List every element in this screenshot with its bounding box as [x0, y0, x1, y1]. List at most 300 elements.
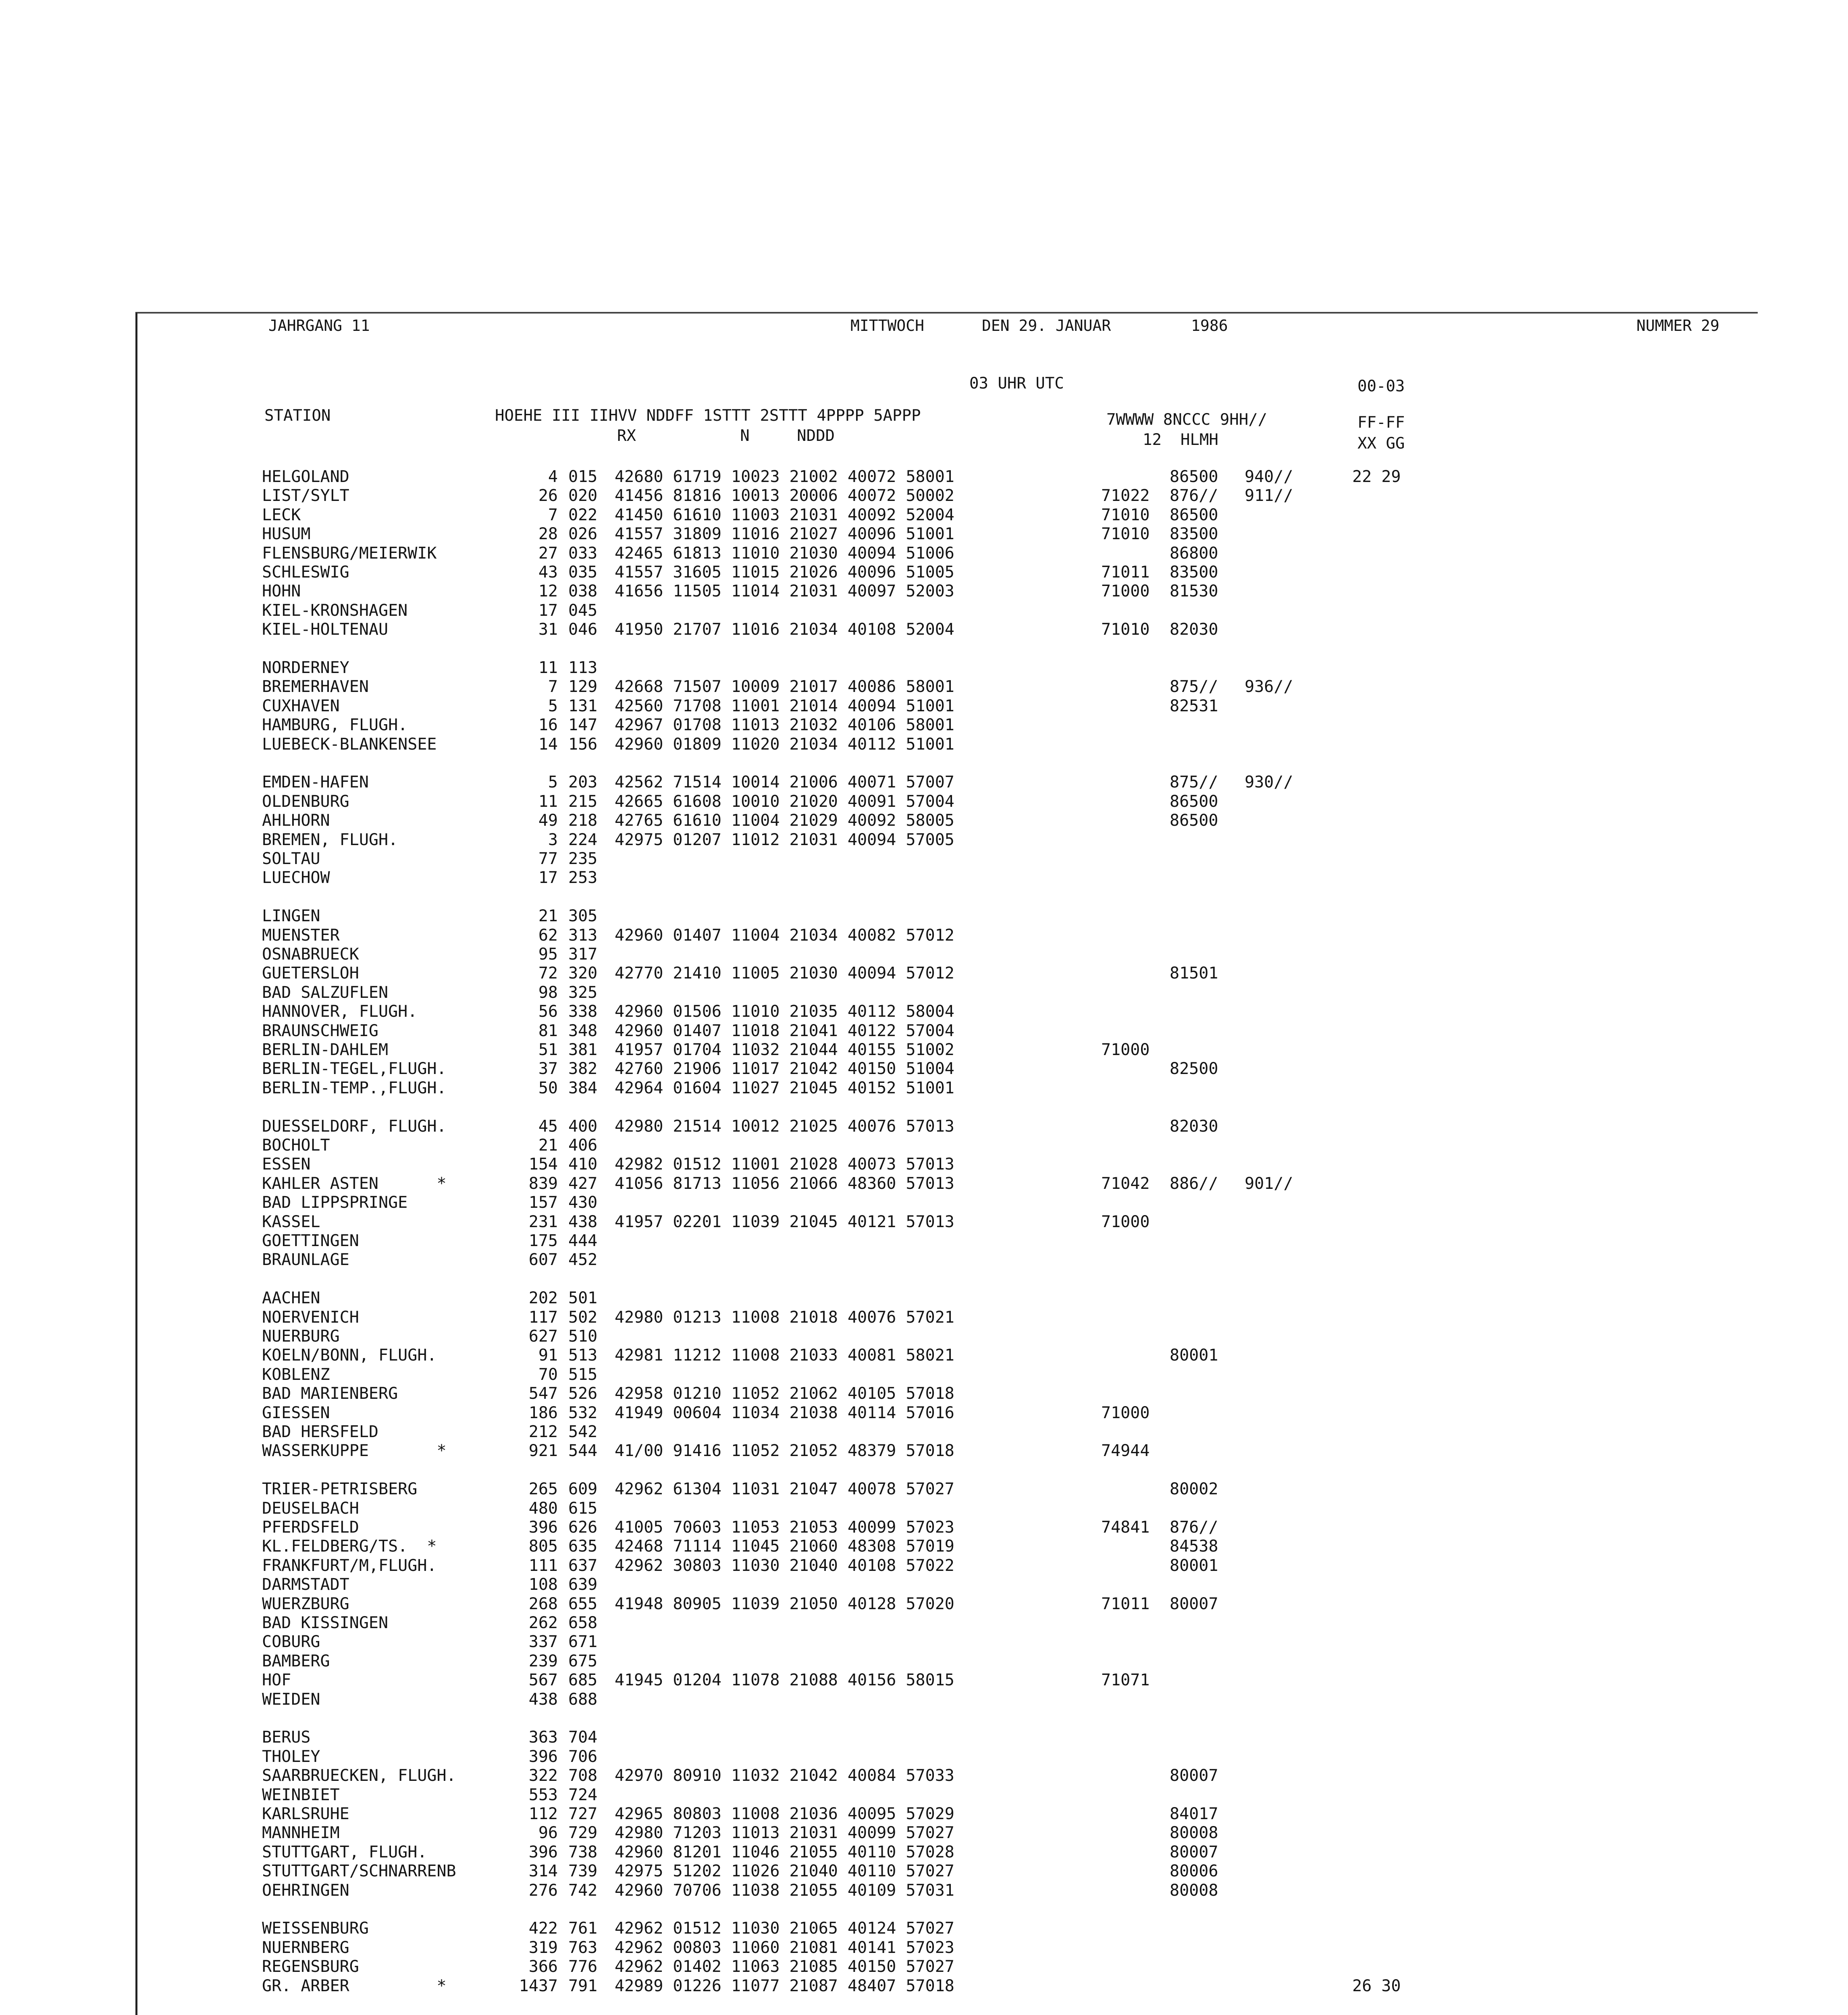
synop-groups: 42980 01213 11008 21018 40076 57021	[615, 1308, 954, 1327]
weather-group-7: 71042	[1101, 1174, 1150, 1193]
station-height: 396	[528, 1747, 558, 1766]
weather-group-7: 74841	[1101, 1518, 1150, 1537]
station-height: 7	[548, 505, 558, 524]
station-index: 637	[568, 1556, 598, 1575]
station-index: 706	[568, 1747, 598, 1766]
cloud-group-8: 80008	[1170, 1824, 1218, 1843]
station-index: 033	[568, 544, 598, 563]
station-height: 96	[538, 1824, 558, 1843]
station-name: AHLHORN	[262, 811, 330, 830]
station-height: 186	[528, 1403, 558, 1422]
station-name: OEHRINGEN	[262, 1881, 349, 1900]
synop-groups: 42960 01506 11010 21035 40112 58004	[615, 1002, 954, 1021]
station-index: 022	[568, 505, 598, 524]
station-index: 400	[568, 1117, 598, 1136]
cloud-group-8: 82030	[1170, 620, 1218, 639]
station-height: 62	[538, 926, 558, 945]
station-height: 265	[528, 1480, 558, 1499]
weather-group-7: 71000	[1101, 1403, 1150, 1422]
station-index: 544	[568, 1442, 598, 1460]
synop-groups: 42465 61813 11010 21030 40094 51006	[615, 544, 954, 563]
synop-groups: 42962 00803 11060 21081 40141 57023	[615, 1938, 954, 1957]
station-index: 671	[568, 1633, 598, 1651]
station-name: FRANKFURT/M,FLUGH.	[262, 1556, 437, 1575]
station-name: MANNHEIM	[262, 1824, 340, 1843]
station-height: 17	[538, 601, 558, 620]
station-index: 444	[568, 1232, 598, 1250]
station-name: STUTTGART/SCHNARRENB	[262, 1862, 456, 1881]
synop-groups: 42468 71114 11045 21060 48308 57019	[615, 1537, 954, 1556]
synop-groups: 41656 11505 11014 21031 40097 52003	[615, 582, 954, 601]
station-index: 035	[568, 563, 598, 582]
weather-group-7: 71022	[1101, 486, 1150, 505]
synop-groups: 42975 01207 11012 21031 40094 57005	[615, 830, 954, 849]
time-range-label: 00-03	[1357, 377, 1405, 395]
station-index: 203	[568, 773, 598, 792]
cloud-group-8: 82500	[1170, 1059, 1218, 1078]
station-height: 21	[538, 907, 558, 926]
station-name: KASSEL	[262, 1212, 320, 1231]
synop-groups: 42975 51202 11026 21040 40110 57027	[615, 1862, 954, 1881]
station-height: 51	[538, 1041, 558, 1059]
station-name: HOHN	[262, 582, 301, 601]
station-height: 37	[538, 1059, 558, 1078]
station-name: TRIER-PETRISBERG	[262, 1480, 418, 1499]
station-name: NOERVENICH	[262, 1308, 359, 1327]
cloud-group-8: 80006	[1170, 1862, 1218, 1881]
station-name: LINGEN	[262, 907, 320, 926]
station-index: 542	[568, 1423, 598, 1441]
station-name: HOF	[262, 1671, 291, 1690]
station-name: HAMBURG, FLUGH.	[262, 716, 408, 735]
station-height: 839	[528, 1174, 558, 1193]
station-name: BERLIN-TEMP.,FLUGH.	[262, 1078, 447, 1097]
station-name: NORDERNEY	[262, 659, 349, 677]
synop-groups: 42970 80910 11032 21042 40084 57033	[615, 1766, 954, 1785]
synop-groups: 41557 31809 11016 21027 40096 51001	[615, 525, 954, 544]
synop-groups: 42962 01402 11063 21085 40150 57027	[615, 1957, 954, 1976]
station-index: 501	[568, 1289, 598, 1308]
station-height: 112	[528, 1805, 558, 1823]
station-name: KL.FELDBERG/TS. *	[262, 1537, 437, 1556]
station-index: 675	[568, 1651, 598, 1670]
synop-groups: 42760 21906 11017 21042 40150 51004	[615, 1059, 954, 1078]
station-index: 655	[568, 1594, 598, 1613]
station-index: 708	[568, 1766, 598, 1785]
station-height: 239	[528, 1651, 558, 1670]
station-name: PFERDSFELD	[262, 1518, 359, 1537]
station-index: 305	[568, 907, 598, 926]
cloud-group-8: 886//	[1170, 1174, 1218, 1193]
station-index: 791	[568, 1976, 598, 1995]
station-height: 81	[538, 1021, 558, 1040]
station-height: 268	[528, 1594, 558, 1613]
weather-group-7: 71011	[1101, 1594, 1150, 1613]
station-index: 430	[568, 1193, 598, 1212]
synop-groups: 42765 61610 11004 21029 40092 58005	[615, 811, 954, 830]
synop-groups: 41456 81816 10013 20006 40072 50002	[615, 486, 954, 505]
wind-column-subheader: XX GG	[1357, 434, 1405, 453]
station-name: GIESSEN	[262, 1403, 330, 1422]
station-index: 156	[568, 735, 598, 754]
station-name: DARMSTADT	[262, 1575, 349, 1594]
cloud-group-8: 81530	[1170, 582, 1218, 601]
station-name: KIEL-HOLTENAU	[262, 620, 389, 639]
station-height: 438	[528, 1690, 558, 1709]
station-name: BAMBERG	[262, 1651, 330, 1670]
station-height: 1437	[519, 1976, 558, 1995]
cloud-group-8: 875//	[1170, 773, 1218, 792]
station-name: BREMERHAVEN	[262, 677, 369, 696]
wind-column-header: FF-FF	[1357, 413, 1405, 432]
station-name: AACHEN	[262, 1289, 320, 1308]
synop-groups: 41949 00604 11034 21038 40114 57016	[615, 1403, 954, 1422]
code-columns-header: HOEHE III IIHVV NDDFF 1STTT 2STTT 4PPPP 5APPP	[495, 407, 921, 425]
synop-groups: 42770 21410 11005 21030 40094 57012	[615, 964, 954, 983]
cloud-group-8: 80007	[1170, 1766, 1218, 1785]
synop-groups: 42665 61608 10010 21020 40091 57004	[615, 792, 954, 811]
station-index: 317	[568, 945, 598, 964]
station-name: BAD LIPPSPRINGE	[262, 1193, 408, 1212]
synop-groups: 42980 21514 10012 21025 40076 57013	[615, 1117, 954, 1136]
group-9: 901//	[1245, 1174, 1293, 1193]
station-index: 658	[568, 1614, 598, 1632]
station-height: 12	[538, 582, 558, 601]
station-height: 480	[528, 1499, 558, 1518]
group-9: 940//	[1245, 467, 1293, 486]
station-name: DUESSELDORF, FLUGH.	[262, 1117, 447, 1136]
station-name: HUSUM	[262, 525, 311, 544]
station-height: 4	[548, 467, 558, 486]
weather-group-7: 71011	[1101, 563, 1150, 582]
station-index: 452	[568, 1251, 598, 1269]
station-index: 026	[568, 525, 598, 544]
station-name: OLDENBURG	[262, 792, 349, 811]
synop-groups: 42668 71507 10009 21017 40086 58001	[615, 677, 954, 696]
station-height: 14	[538, 735, 558, 754]
station-height: 547	[528, 1384, 558, 1403]
station-height: 3	[548, 830, 558, 849]
station-height: 77	[538, 850, 558, 868]
station-name: WEINBIET	[262, 1785, 340, 1804]
station-index: 639	[568, 1575, 598, 1594]
year-label: 1986	[1191, 317, 1228, 334]
station-index: 046	[568, 620, 598, 639]
station-height: 7	[548, 677, 558, 696]
station-name: FLENSBURG/MEIERWIK	[262, 544, 437, 563]
station-index: 776	[568, 1957, 598, 1976]
station-name: THOLEY	[262, 1747, 320, 1766]
station-height: 553	[528, 1785, 558, 1804]
station-index: 129	[568, 677, 598, 696]
station-name: NUERNBERG	[262, 1938, 349, 1957]
station-height: 28	[538, 525, 558, 544]
station-index: 704	[568, 1728, 598, 1747]
synop-groups: 42960 01407 11018 21041 40122 57004	[615, 1021, 954, 1040]
weather-group-7: 71010	[1101, 525, 1150, 544]
station-index: 348	[568, 1021, 598, 1040]
station-height: 319	[528, 1938, 558, 1957]
station-index: 513	[568, 1346, 598, 1365]
weather-group-7: 71000	[1101, 582, 1150, 601]
station-name: BAD KISSINGEN	[262, 1614, 389, 1632]
synop-groups: 42960 70706 11038 21055 40109 57031	[615, 1881, 954, 1900]
station-height: 31	[538, 620, 558, 639]
weather-group-7: 71000	[1101, 1212, 1150, 1231]
synop-groups: 41/00 91416 11052 21052 48379 57018	[615, 1442, 954, 1460]
station-index: 438	[568, 1212, 598, 1231]
station-name: COBURG	[262, 1633, 320, 1651]
synop-groups: 42981 11212 11008 21033 40081 58021	[615, 1346, 954, 1365]
station-name: WUERZBURG	[262, 1594, 349, 1613]
station-height: 567	[528, 1671, 558, 1690]
station-index: 038	[568, 582, 598, 601]
cloud-group-8: 875//	[1170, 677, 1218, 696]
synop-groups: 41005 70603 11053 21053 40099 57023	[615, 1518, 954, 1537]
station-height: 337	[528, 1633, 558, 1651]
station-index: 113	[568, 659, 598, 677]
station-height: 5	[548, 696, 558, 715]
weather-columns-subheader: 12 HLMH	[1143, 431, 1218, 449]
station-index: 224	[568, 830, 598, 849]
weather-group-7: 71010	[1101, 505, 1150, 524]
station-height: 314	[528, 1862, 558, 1881]
station-name: LUECHOW	[262, 868, 330, 887]
station-name: HANNOVER, FLUGH.	[262, 1002, 418, 1021]
cloud-group-8: 81501	[1170, 964, 1218, 983]
cloud-group-8: 80008	[1170, 1881, 1218, 1900]
station-height: 262	[528, 1614, 558, 1632]
synop-groups: 42960 01809 11020 21034 40112 51001	[615, 735, 954, 754]
station-name: BERUS	[262, 1728, 311, 1747]
synop-groups: 41450 61610 11003 21031 40092 52004	[615, 505, 954, 524]
synop-groups: 42964 01604 11027 21045 40152 51001	[615, 1078, 954, 1097]
station-name: SOLTAU	[262, 850, 320, 868]
station-height: 16	[538, 716, 558, 735]
station-height: 26	[538, 486, 558, 505]
station-index: 253	[568, 868, 598, 887]
cloud-group-8: 80007	[1170, 1843, 1218, 1861]
cloud-group-8: 876//	[1170, 486, 1218, 505]
station-height: 72	[538, 964, 558, 983]
station-name: GUETERSLOH	[262, 964, 359, 983]
station-height: 21	[538, 1136, 558, 1155]
cloud-group-8: 80007	[1170, 1594, 1218, 1613]
synop-groups: 42962 61304 11031 21047 40078 57027	[615, 1480, 954, 1499]
weather-group-7: 71071	[1101, 1671, 1150, 1690]
station-index: 131	[568, 696, 598, 715]
station-name: BREMEN, FLUGH.	[262, 830, 398, 849]
synop-groups: 41957 01704 11032 21044 40155 51002	[615, 1041, 954, 1059]
station-name: DEUSELBACH	[262, 1499, 359, 1518]
station-index: 020	[568, 486, 598, 505]
station-index: 325	[568, 983, 598, 1002]
station-height: 322	[528, 1766, 558, 1785]
station-height: 95	[538, 945, 558, 964]
synop-groups: 42960 01407 11004 21034 40082 57012	[615, 926, 954, 945]
weather-group-7: 71010	[1101, 620, 1150, 639]
station-name: HELGOLAND	[262, 467, 349, 486]
synop-groups: 41557 31605 11015 21026 40096 51005	[615, 563, 954, 582]
station-height: 202	[528, 1289, 558, 1308]
cloud-group-8: 86800	[1170, 544, 1218, 563]
station-height: 5	[548, 773, 558, 792]
station-height: 111	[528, 1556, 558, 1575]
synop-groups: 42980 71203 11013 21031 40099 57027	[615, 1824, 954, 1843]
station-height: 396	[528, 1843, 558, 1861]
station-index: 338	[568, 1002, 598, 1021]
station-height: 56	[538, 1002, 558, 1021]
station-height: 98	[538, 983, 558, 1002]
synop-groups: 41945 01204 11078 21088 40156 58015	[615, 1671, 954, 1690]
cloud-group-8: 80002	[1170, 1480, 1218, 1499]
cloud-group-8: 80001	[1170, 1346, 1218, 1365]
group-9: 930//	[1245, 773, 1293, 792]
group-9: 911//	[1245, 486, 1293, 505]
station-name: NUERBURG	[262, 1327, 340, 1346]
synop-groups: 42989 01226 11077 21087 48407 57018	[615, 1976, 954, 1995]
station-index: 427	[568, 1174, 598, 1193]
station-index: 382	[568, 1059, 598, 1078]
weekday-label: MITTWOCH	[850, 317, 925, 334]
station-name: STUTTGART, FLUGH.	[262, 1843, 427, 1861]
station-index: 688	[568, 1690, 598, 1709]
station-index: 635	[568, 1537, 598, 1556]
station-height: 11	[538, 659, 558, 677]
station-index: 313	[568, 926, 598, 945]
station-height: 11	[538, 792, 558, 811]
synop-groups: 41056 81713 11056 21066 48360 57013	[615, 1174, 954, 1193]
station-name: WEIDEN	[262, 1690, 320, 1709]
station-height: 396	[528, 1518, 558, 1537]
synop-groups: 42962 30803 11030 21040 40108 57022	[615, 1556, 954, 1575]
station-name: CUXHAVEN	[262, 696, 340, 715]
wind-gust: 22 29	[1352, 467, 1401, 486]
cloud-group-8: 80001	[1170, 1556, 1218, 1575]
station-index: 510	[568, 1327, 598, 1346]
station-index: 215	[568, 792, 598, 811]
station-index: 147	[568, 716, 598, 735]
date-label: DEN 29. JANUAR	[982, 317, 1111, 334]
station-name: ESSEN	[262, 1155, 311, 1174]
station-name: SAARBRUECKEN, FLUGH.	[262, 1766, 456, 1785]
station-name: EMDEN-HAFEN	[262, 773, 369, 792]
station-height: 91	[538, 1346, 558, 1365]
station-name: KOELN/BONN, FLUGH.	[262, 1346, 437, 1365]
station-name: BAD SALZUFLEN	[262, 983, 389, 1002]
synop-groups: 42958 01210 11052 21062 40105 57018	[615, 1384, 954, 1403]
station-index: 532	[568, 1403, 598, 1422]
station-index: 685	[568, 1671, 598, 1690]
station-height: 921	[528, 1442, 558, 1460]
station-name: BRAUNLAGE	[262, 1251, 349, 1269]
station-index: 526	[568, 1384, 598, 1403]
cloud-group-8: 84538	[1170, 1537, 1218, 1556]
station-name: BOCHOLT	[262, 1136, 330, 1155]
station-name: WEISSENBURG	[262, 1919, 369, 1938]
station-height: 154	[528, 1155, 558, 1174]
station-height: 212	[528, 1423, 558, 1441]
station-index: 384	[568, 1078, 598, 1097]
station-name: BERLIN-DAHLEM	[262, 1041, 389, 1059]
cloud-group-8: 86500	[1170, 467, 1218, 486]
cloud-group-8: 86500	[1170, 792, 1218, 811]
station-index: 515	[568, 1365, 598, 1384]
synop-groups: 42562 71514 10014 21006 40071 57007	[615, 773, 954, 792]
station-name: MUENSTER	[262, 926, 340, 945]
station-name: KIEL-KRONSHAGEN	[262, 601, 408, 620]
station-height: 422	[528, 1919, 558, 1938]
station-name: BAD MARIENBERG	[262, 1384, 398, 1403]
synop-groups: 41948 80905 11039 21050 40128 57020	[615, 1594, 954, 1613]
station-index: 218	[568, 811, 598, 830]
station-index: 761	[568, 1919, 598, 1938]
station-index: 763	[568, 1938, 598, 1957]
station-height: 366	[528, 1957, 558, 1976]
station-name: LUEBECK-BLANKENSEE	[262, 735, 437, 754]
station-index: 406	[568, 1136, 598, 1155]
station-name: BRAUNSCHWEIG	[262, 1021, 378, 1040]
station-index: 320	[568, 964, 598, 983]
station-index: 615	[568, 1499, 598, 1518]
station-column-header: STATION	[264, 407, 331, 425]
station-height: 108	[528, 1575, 558, 1594]
station-index: 739	[568, 1862, 598, 1881]
cloud-group-8: 83500	[1170, 563, 1218, 582]
cloud-group-8: 876//	[1170, 1518, 1218, 1537]
cloud-group-8: 82030	[1170, 1117, 1218, 1136]
station-name: KARLSRUHE	[262, 1805, 349, 1823]
station-index: 727	[568, 1805, 598, 1823]
station-name: WASSERKUPPE *	[262, 1442, 447, 1460]
synop-groups: 42560 71708 11001 21014 40094 51001	[615, 696, 954, 715]
station-height: 43	[538, 563, 558, 582]
station-index: 381	[568, 1041, 598, 1059]
synop-groups: 42967 01708 11013 21032 40106 58001	[615, 716, 954, 735]
group-9: 936//	[1245, 677, 1293, 696]
station-index: 235	[568, 850, 598, 868]
synop-groups: 42965 80803 11008 21036 40095 57029	[615, 1805, 954, 1823]
synop-groups: 41950 21707 11016 21034 40108 52004	[615, 620, 954, 639]
time-label: 03 UHR UTC	[969, 374, 1064, 393]
station-height: 607	[528, 1251, 558, 1269]
station-height: 175	[528, 1232, 558, 1250]
station-height: 363	[528, 1728, 558, 1747]
station-height: 50	[538, 1078, 558, 1097]
station-index: 015	[568, 467, 598, 486]
station-index: 742	[568, 1881, 598, 1900]
code-columns-subheader: RX N NDDD	[617, 427, 835, 445]
cloud-group-8: 84017	[1170, 1805, 1218, 1823]
station-height: 27	[538, 544, 558, 563]
station-name: OSNABRUECK	[262, 945, 359, 964]
station-name: GOETTINGEN	[262, 1232, 359, 1250]
station-index: 045	[568, 601, 598, 620]
station-name: BAD HERSFELD	[262, 1423, 378, 1441]
synop-groups: 42982 01512 11001 21028 40073 57013	[615, 1155, 954, 1174]
station-index: 410	[568, 1155, 598, 1174]
station-height: 45	[538, 1117, 558, 1136]
weather-group-7: 71000	[1101, 1041, 1150, 1059]
station-height: 805	[528, 1537, 558, 1556]
station-index: 609	[568, 1480, 598, 1499]
cloud-group-8: 86500	[1170, 505, 1218, 524]
weather-group-7: 74944	[1101, 1442, 1150, 1460]
synop-groups: 42960 81201 11046 21055 40110 57028	[615, 1843, 954, 1861]
station-name: SCHLESWIG	[262, 563, 349, 582]
station-height: 157	[528, 1193, 558, 1212]
station-height: 17	[538, 868, 558, 887]
